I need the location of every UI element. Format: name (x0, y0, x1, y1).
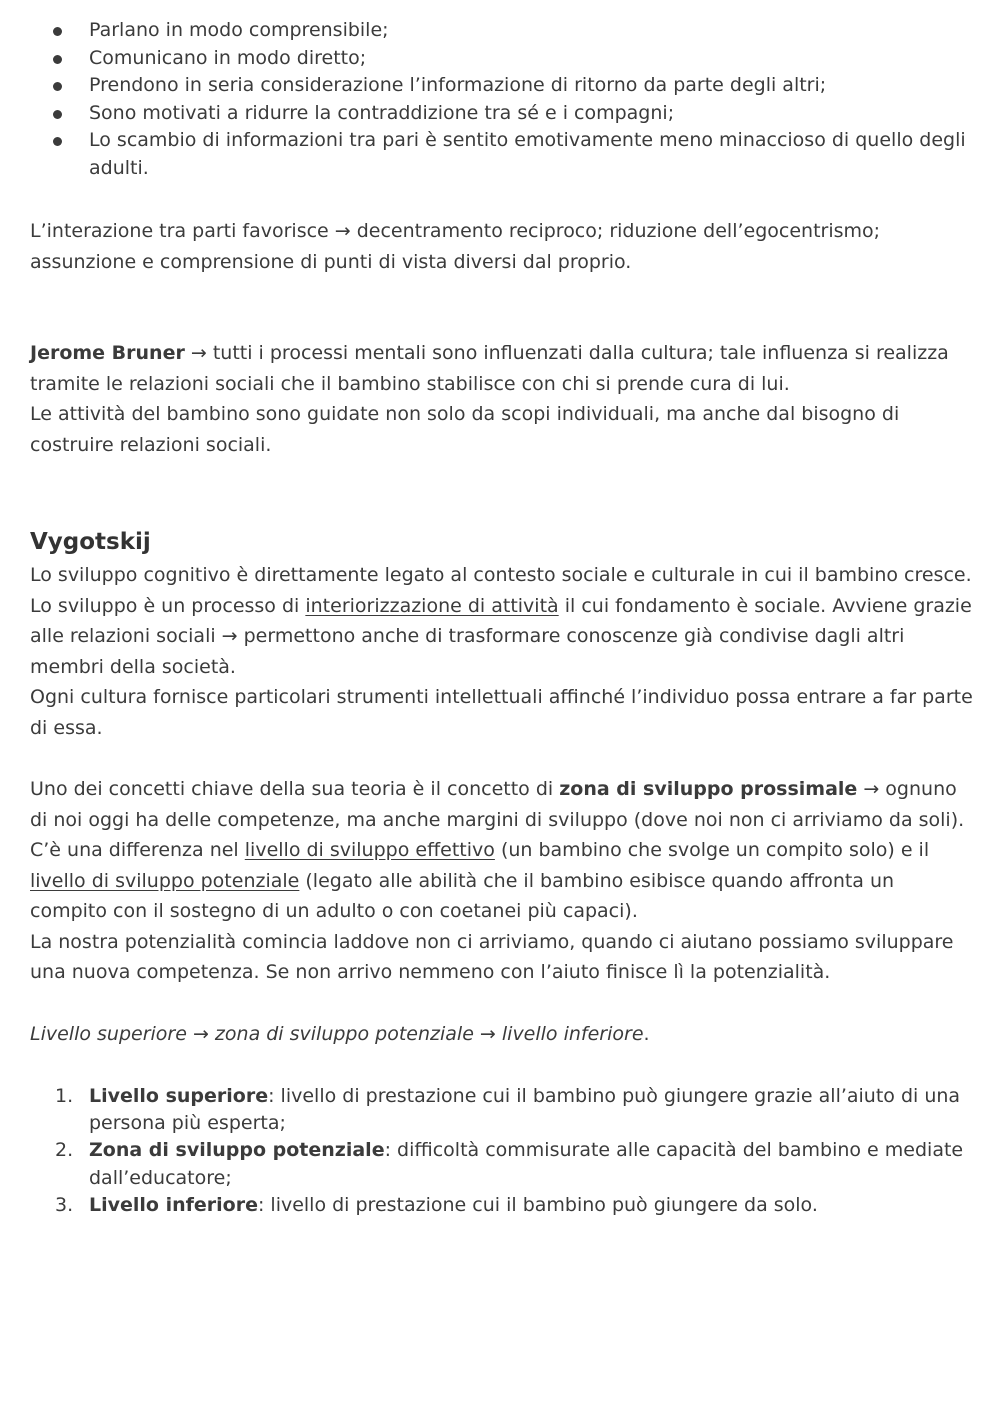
text-run: . (643, 1022, 650, 1045)
levels-list (30, 1083, 975, 1219)
list-item (30, 1137, 975, 1191)
underlined-term: interiorizzazione di attività (305, 594, 559, 617)
spacer (30, 743, 975, 774)
bullet-list (30, 17, 975, 182)
list-number: 3. (55, 1193, 74, 1216)
text-run: C’è una differenza nel (30, 839, 245, 861)
level-term: Livello superiore (89, 1085, 269, 1107)
vygotskij-paragraph-1: Lo sviluppo cognitivo è direttamente legato al contesto sociale e culturale in cui il bambino cresce. (30, 564, 972, 586)
list-item (30, 1192, 975, 1219)
spacer (30, 182, 975, 212)
underlined-term: livello di sviluppo effettivo (244, 839, 495, 861)
underlined-term: livello di sviluppo potenziale (30, 869, 300, 892)
list-item: Lo scambio di informazioni tra pari è sentito emotivamente meno minaccioso di quello degli adulti. (30, 127, 975, 182)
bruner-paragraph (30, 338, 975, 399)
list-item: Comunicano in modo diretto; (30, 45, 975, 73)
level-description: : livello di prestazione cui il bambino può giungere da solo. (257, 1193, 818, 1216)
level-term: Livello inferiore (89, 1193, 258, 1216)
section-heading: Vygotskij (30, 529, 151, 555)
list-item: Parlano in modo comprensibile; (30, 17, 975, 45)
document-page (30, 17, 975, 1219)
spacer (30, 1049, 975, 1083)
level-term: Zona di sviluppo potenziale (89, 1139, 385, 1162)
text-run: Uno dei concetti chiave della sua teoria è il concetto di (30, 778, 560, 800)
vygotskij-paragraph-5 (30, 835, 975, 927)
list-number: 2. (55, 1139, 74, 1162)
summary-italic: Livello superiore → zona di sviluppo potenziale → livello inferiore (30, 1022, 644, 1045)
spacer (30, 988, 975, 1019)
interaction-paragraph: L’interazione tra parti favorisce → decentramento reciproco; riduzione dell’egocentrismo; assunzione e comprensione di punti di vista diversi dal proprio. (30, 220, 881, 273)
list-item: Sono motivati a ridurre la contraddizione tra sé e i compagni; (30, 100, 975, 128)
bruner-name: Jerome Bruner (30, 342, 185, 364)
vygotskij-paragraph-2 (30, 591, 975, 683)
text-run: Lo sviluppo è un processo di (30, 594, 306, 617)
bold-term: zona di sviluppo prossimale (559, 778, 858, 800)
vygotskij-paragraph-4 (30, 774, 975, 835)
level-description: : livello di prestazione cui il bambino può giungere grazie all’aiuto di una persona più esperta; (89, 1085, 961, 1135)
vygotskij-paragraph-6: La nostra potenzialità comincia laddove non ci arriviamo, quando ci aiutano possiamo sviluppare una nuova competenza. Se non arrivo nemmeno con l’aiuto finisce lì la potenzialità. (30, 930, 954, 983)
text-run: il cui fondamento è sociale. Avviene grazie alle relazioni sociali → permettono anche di trasformare conoscenze già condivise dagli altri membri della società. (30, 594, 972, 678)
text-run: (un bambino che svolge un compito solo) e il (494, 839, 930, 861)
list-number: 1. (55, 1085, 74, 1107)
spacer (30, 460, 975, 524)
vygotskij-paragraph-3: Ogni cultura fornisce particolari strumenti intellettuali affinché l’individuo possa entrare a far parte di essa. (30, 686, 973, 739)
spacer (30, 277, 975, 338)
text-run: (legato alle abilità che il bambino esibisce quando affronta un compito con il sostegno di un adulto o con coetanei più capaci). (30, 869, 895, 922)
levels-summary (30, 1019, 975, 1050)
text-run: → ognuno di noi oggi ha delle competenze, ma anche margini di sviluppo (dove noi non ci arriviamo da soli). (30, 778, 965, 831)
list-item (30, 1083, 975, 1137)
bruner-text-1: → tutti i processi mentali sono influenzati dalla cultura; tale influenza si realizza tramite le relazioni sociali che il bambino stabilisce con chi si prende cura di lui. (30, 342, 949, 395)
list-item: Prendono in seria considerazione l’informazione di ritorno da parte degli altri; (30, 72, 975, 100)
bruner-paragraph-2: Le attività del bambino sono guidate non solo da scopi individuali, ma anche dal bisogno di costruire relazioni sociali. (30, 403, 900, 456)
level-description: : difficoltà commisurate alle capacità del bambino e mediate dall’educatore; (89, 1139, 964, 1189)
